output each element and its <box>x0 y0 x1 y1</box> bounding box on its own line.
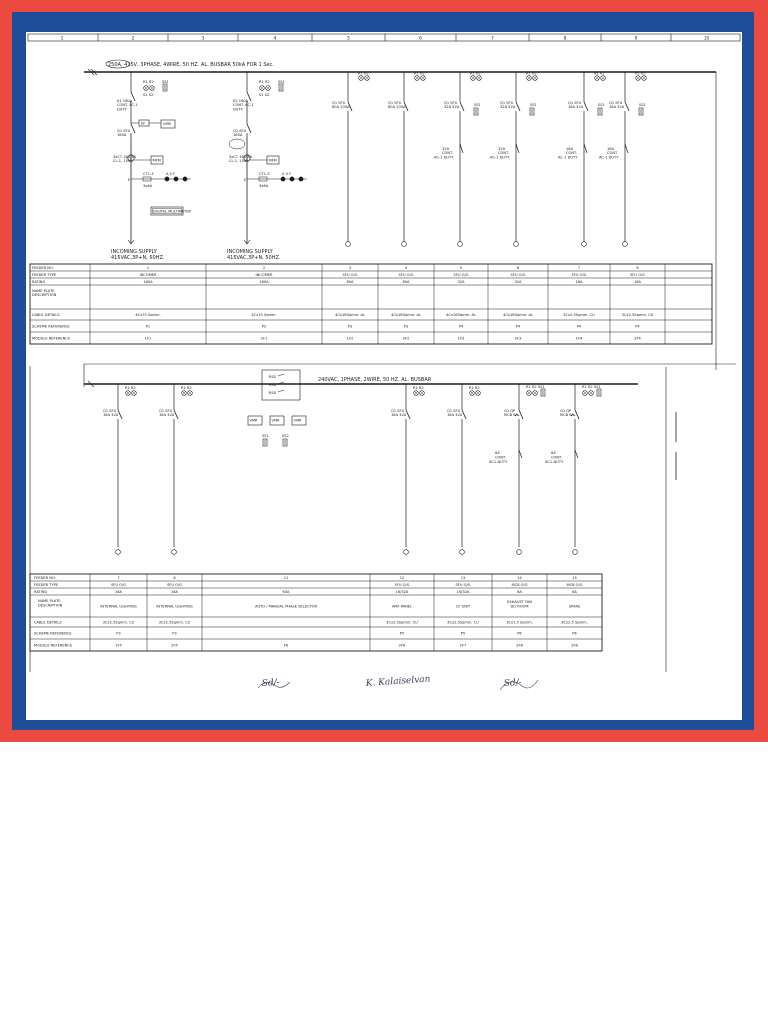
table2-cell: CF UNIT <box>455 604 471 609</box>
outgoing-terminal <box>573 550 578 555</box>
selector-switch-label: RSS <box>269 383 277 387</box>
table1-cell: 4Cx16Sqmm. AL <box>446 313 476 317</box>
contactor-label: CONT. AC-1 <box>233 103 254 108</box>
table2-cell: AUTO / MANUAL PHASE SELECTOR <box>255 604 317 609</box>
outgoing-terminal <box>172 550 177 555</box>
breaker-blade-icon <box>131 124 135 133</box>
table1-row-label: CABLE DETAILS <box>32 313 60 317</box>
table2-row-label: SCHEME REFERENCE <box>34 631 72 636</box>
selector-blade <box>278 390 284 392</box>
table1-cell: P4 <box>515 324 521 329</box>
table1-cell: INCOMER <box>255 273 273 277</box>
breaker-label: 160A <box>233 133 243 138</box>
contactor-label: 16A <box>607 147 615 151</box>
ct-label: CL-1, 15VA <box>113 159 133 164</box>
table2-cell: 7 <box>117 576 120 580</box>
table1-row-label: FEEDER NO. <box>32 266 54 270</box>
table2-cell: SFU O/G <box>167 583 182 587</box>
table1-cell: 3Cx2.5Sqmm. CU <box>621 313 654 317</box>
table1-cell: 6 <box>516 266 520 270</box>
table2-cell: 2F5 <box>171 643 178 648</box>
breaker-blade-icon <box>247 124 251 133</box>
contactor-blade <box>625 144 628 153</box>
contactor-label: 32A <box>498 147 506 151</box>
outgoing-terminal <box>404 550 409 555</box>
table2-cell: 12 <box>399 576 405 580</box>
table1-cell: SFU O/G <box>342 273 358 277</box>
table1-cell: 80A <box>402 280 410 284</box>
table2-cell: 6A <box>517 590 522 594</box>
contactor-label: 16A <box>566 147 574 151</box>
table2-cell: 16/32A <box>456 590 470 594</box>
contactor-label: CONT. <box>442 151 453 155</box>
contactor-label: 6A <box>495 451 500 455</box>
contactor-label: CONT. <box>607 151 618 155</box>
contactor-label: AC-1 DUTY <box>558 155 578 160</box>
table2-cell: P3 <box>116 631 121 636</box>
table1-cell: 2 <box>262 266 266 270</box>
table1-cell: 2F2 <box>402 336 410 341</box>
table1-cell: SFU O/G <box>571 273 587 277</box>
table1-cell: 1F2 <box>346 336 354 341</box>
ruler-number: 3 <box>201 35 205 41</box>
table2-cell: 3Cx2.5 Sqmm. <box>561 620 588 625</box>
table2-cell: 2F8 <box>571 643 578 648</box>
table2-cell: 2F8 <box>516 643 523 648</box>
contactor-label: 6A <box>551 451 556 455</box>
table1-cell: INCOMER <box>139 273 157 277</box>
breaker-label: Q1 SFU <box>500 101 514 105</box>
table2-cell: 63A <box>282 590 290 594</box>
single-line-diagram <box>26 32 742 720</box>
table2-cell: 6A <box>572 590 577 594</box>
meter-terminal <box>290 177 294 181</box>
lamp-label: R1 R2 <box>259 80 270 84</box>
meter-tag: DIGITAL MULTIMETER <box>153 209 192 214</box>
table2-cell: 8 <box>173 576 176 580</box>
table1-cell: 160A <box>143 280 153 284</box>
table1-cell: 4 <box>404 266 408 270</box>
table2-cell: SFU O/G <box>394 583 410 587</box>
contactor-blade <box>519 450 522 458</box>
table1-cell: SFU O/G <box>453 273 469 277</box>
ct-label: CL-1, 15VA <box>229 159 249 164</box>
table2-cell: 3Cx2.5Sqmm. CU <box>158 620 191 625</box>
vmr-label: VMR <box>163 122 172 127</box>
ef-label: EF <box>141 121 146 126</box>
table2-cell: 13 <box>460 576 466 580</box>
breaker-label: 32A 32A <box>500 105 516 110</box>
ct-label: 3xCT 160/5A <box>229 155 253 159</box>
lamp-label: R1 R2 <box>181 386 192 390</box>
outgoing-terminal <box>346 242 351 247</box>
vmr-label: VMR <box>249 418 258 423</box>
contactor-label: AC-1 DUTY <box>434 155 454 160</box>
breaker-label: 16A 32A <box>103 413 119 418</box>
supply-arrow <box>244 240 247 244</box>
meter-terminal <box>174 177 178 181</box>
selector-label: SS1 <box>598 103 605 107</box>
outgoing-terminal <box>402 242 407 247</box>
table1-row-label: NAME PLATE <box>32 289 55 293</box>
breaker-label: MCB 6A <box>560 413 574 418</box>
breaker-label: 16A 32A <box>568 105 584 110</box>
contactor-label: AC-1 DUTY <box>599 155 619 160</box>
table2-cell: P5 <box>399 631 405 636</box>
table2-cell: P5 <box>460 631 466 636</box>
table2-cell: INTERNAL LIGHTING <box>100 604 137 609</box>
contactor-label: CONT. <box>566 151 577 155</box>
ruler-number: 9 <box>634 35 638 41</box>
fuse-label: 3x6A <box>259 184 269 188</box>
lamp-label: R1 R2 SS1 <box>582 385 601 389</box>
selector-switch-label: RSS <box>269 391 277 395</box>
table1-cell: 16A <box>633 280 642 284</box>
breaker-blade-icon <box>174 410 178 419</box>
breaker-label: Q1 SFU <box>103 409 117 413</box>
table1-row-label: FEEDER TYPE <box>32 273 57 277</box>
breaker-label: Q1 DP <box>504 409 516 413</box>
breaker-blade-icon <box>406 410 410 419</box>
breaker-label: Q1 SFU <box>609 101 623 105</box>
table2-cell: P3 <box>172 631 177 636</box>
supply-arrow <box>131 240 134 244</box>
table2-cell: 16A <box>170 590 179 594</box>
lamp-label: R1 R2 <box>143 80 154 84</box>
ruler-number: 1 <box>60 35 64 41</box>
table1-cell: SFU O/G <box>398 273 414 277</box>
breaker-blade-icon <box>118 410 122 419</box>
table1-cell: 2F4 <box>634 336 641 341</box>
breaker-label: Q1 SFU <box>447 409 461 413</box>
signature: Sd/- <box>503 677 523 689</box>
table2-cell: P6 <box>517 631 522 636</box>
table1-cell: 7 <box>577 266 581 270</box>
breaker-blade-icon <box>462 410 466 419</box>
table2-row-label: NAME PLATE <box>38 599 61 603</box>
supply-label: 415VAC,3P+N, 50HZ. <box>227 255 281 261</box>
table1-cell: 1F1 <box>144 336 152 341</box>
supply-arrow <box>128 240 131 244</box>
lamp-label: S1 S2 <box>143 93 154 97</box>
contactor-label: CONT. AC-1 <box>117 103 138 108</box>
table2-cell: 2F7 <box>459 643 467 648</box>
meter-terminal <box>281 177 285 181</box>
table1-row-label: RATING <box>32 280 46 284</box>
table2-cell: P6 <box>572 631 577 636</box>
contactor-label: AC1-DUTY <box>489 460 508 464</box>
table1-cell: P4 <box>458 324 464 329</box>
table2-cell: AMF PANEL <box>391 604 413 609</box>
table1-cell: 4Cx16Sqmm. AL <box>391 313 421 317</box>
table2-cell: F6 <box>283 643 289 648</box>
table2-cell: SFU O/G <box>455 583 471 587</box>
ruler-number: 2 <box>131 35 135 41</box>
table1-cell: 160A <box>259 280 269 284</box>
table2-row-label: CABLE DETAILS <box>34 620 62 625</box>
drawing-sheet <box>26 32 742 720</box>
table2-cell: 1F5 <box>115 643 122 648</box>
breaker-label: Q1 DP <box>560 409 572 413</box>
table2-row-label: RATING <box>34 590 48 594</box>
contactor-label: AC-1 DUTY <box>490 155 510 160</box>
contactor-label: CONT. <box>498 151 509 155</box>
signature: K. Kalaiselvan <box>365 674 431 689</box>
lamp-label: R1 R2 SS1 <box>526 385 545 389</box>
fuse-label: CT1-3 <box>143 172 154 176</box>
selector-switch-label: RSS <box>269 375 277 379</box>
table1-cell: 4Cx70 Sqmm. <box>251 313 277 317</box>
meter-terminal <box>183 177 187 181</box>
breaker-label: 80A 100A <box>332 105 350 110</box>
table1-cell: 1F3 <box>457 336 465 341</box>
meter-label: A V F <box>166 172 176 176</box>
ruler-strip <box>28 34 740 41</box>
table1-cell: P3 <box>347 324 353 329</box>
breaker-label: Q1 SFU <box>391 409 405 413</box>
table1-cell: 32A <box>514 280 522 284</box>
table1-row-label: SCHEME REFERENCE <box>32 324 70 329</box>
table2-cell: 3Cx2.5Sqmm. CU <box>447 620 479 625</box>
table2-cell: 3Cx1.5 Sqmm. <box>506 620 533 625</box>
table1-cell: P3 <box>403 324 409 329</box>
table1-cell: P1 <box>145 324 151 329</box>
fuse-label: 3x6A <box>143 184 153 188</box>
busbar-label: 250A, 415V, 3PHASE, 4WIRE, 50 HZ. AL. BUSBAR 50kA FOR 1 Sec. <box>108 62 274 68</box>
table2-cell: EXHAUST FAN <box>506 600 533 604</box>
breaker-blade-icon <box>584 102 588 111</box>
ct-label: 3xCT 160/5A <box>113 155 137 159</box>
lamp-label: R1 R2 <box>125 386 136 390</box>
earth-label: E <box>244 178 247 182</box>
breaker-label: Q1 SFU <box>332 101 346 105</box>
table1-cell: P4 <box>576 324 582 329</box>
table1-cell: 4Cx70 Sqmm. <box>135 313 161 317</box>
breaker-blade-icon <box>460 102 464 111</box>
table2-cell: DG ROOM <box>510 604 529 609</box>
breaker-label: 32A 32A <box>444 105 460 110</box>
breaker-label: Q1 SFU <box>159 409 173 413</box>
breaker-label: MCB 6A <box>504 413 518 418</box>
lamp-label: R1 R2 <box>470 71 481 76</box>
meter-terminal <box>299 177 303 181</box>
table2-cell: SFU O/G <box>111 583 126 587</box>
lamp-label: R1 R2 <box>414 71 425 76</box>
breaker-label: 16A 32A <box>391 413 407 418</box>
signature: Sd/- <box>261 677 281 689</box>
meter-label: A V F <box>282 172 292 176</box>
table2-cell: 3Cx2.5Sqmm. CU <box>102 620 135 625</box>
table1-cell: 2F1 <box>260 336 268 341</box>
selector-blade <box>278 374 284 376</box>
table2-cell: 11 <box>283 576 289 580</box>
table1-cell: 16A <box>575 280 583 284</box>
breaker-blade-icon <box>516 102 520 111</box>
breaker-label: Q1 SFU <box>568 101 582 105</box>
table1-cell: 2F3 <box>514 336 522 341</box>
contactor-label: DUTY <box>233 107 243 112</box>
outgoing-terminal <box>460 550 465 555</box>
table1-cell: 8 <box>636 266 639 270</box>
earth-label: E <box>128 178 131 182</box>
outgoing-terminal <box>514 242 519 247</box>
lamp-label: R1 R2 <box>635 71 646 76</box>
meter-terminal <box>165 177 169 181</box>
breaker-label: 16A 32A <box>609 105 625 110</box>
table2-cell: 3Cx2.5Sqmm. CU <box>386 620 418 625</box>
breaker-label: 16A 32A <box>447 413 463 418</box>
mfm-label: MFM <box>152 158 161 163</box>
table2-cell: 2F6 <box>398 643 406 648</box>
lamp-label: R1 R2 <box>469 386 480 390</box>
breaker-label: Q2 SFU <box>233 129 247 133</box>
table2-cell: SPARE <box>568 604 581 609</box>
breaker-label: 160A <box>117 133 127 138</box>
table1-cell: 1 <box>146 266 150 270</box>
breaker-label: Q1 SFU <box>388 101 402 105</box>
ruler-number: 4 <box>273 35 277 41</box>
breaker-blade-icon <box>519 410 523 419</box>
busbar2-label: 240VAC, 1PHASE, 2WIRE, 50 HZ. AL. BUSBAR <box>318 377 432 383</box>
ruler-number: 7 <box>491 35 494 41</box>
lamp-label: S1 S2 <box>259 93 270 97</box>
lamp-label: R1 R2 <box>413 386 424 390</box>
contactor-label: CONT. <box>551 455 562 460</box>
ruler-number: 8 <box>563 35 567 41</box>
table2-row-label: FEEDER TYPE <box>34 583 59 587</box>
table1-cell: 4Cx16Sqmm. AL <box>503 313 533 317</box>
contactor-blade <box>460 144 463 153</box>
vmr-label: VMR <box>293 418 302 423</box>
lamp-label: R1 R2 <box>526 71 537 76</box>
selector-label: SS2 <box>282 434 289 438</box>
table1-cell: SFU O/G <box>630 273 645 277</box>
table1-cell: P4 <box>635 324 640 329</box>
breaker-blade-icon <box>575 410 579 419</box>
supply-label: INCOMING SUPPLY <box>111 249 157 255</box>
lamp-label: R1 R2 <box>594 71 605 76</box>
table2-row-label: MODULE REFERENCE <box>34 643 73 648</box>
selector-label: SS1 <box>474 103 481 107</box>
table2-cell: 16/32A <box>395 590 409 594</box>
selector-label: SS1 <box>162 80 169 84</box>
supply-label: INCOMING SUPPLY <box>227 249 273 255</box>
breaker-blade-icon <box>625 102 629 111</box>
mfm-label: MFM <box>268 158 277 163</box>
table1-row-label: MODULE REFERENCE <box>32 336 71 341</box>
table2-cell: 16A <box>114 590 123 594</box>
vmr-label: VMR <box>271 418 280 423</box>
contactor-label: K2 160A <box>233 99 249 103</box>
outgoing-terminal <box>623 242 628 247</box>
selector-label: SS1 <box>278 80 285 84</box>
selector-label: SS1 <box>639 103 646 107</box>
breaker-label: 80A 100A <box>388 105 406 110</box>
table2-cell: 14 <box>517 576 522 580</box>
table1-cell: 4Cx16Sqmm. AL <box>335 313 365 317</box>
table2-cell: MCB O/G <box>566 583 583 587</box>
contactor-blade <box>575 450 578 458</box>
outgoing-terminal <box>116 550 121 555</box>
table2-cell: 15 <box>572 576 577 580</box>
table1-cell: SFU O/G <box>510 273 526 277</box>
supply-arrow <box>247 240 250 244</box>
selector-label: SS1 <box>530 103 537 107</box>
contactor-label: DUTY <box>117 107 127 112</box>
phase-selector-box <box>262 370 300 400</box>
table1-cell: 80A <box>346 280 354 284</box>
outgoing-terminal <box>517 550 522 555</box>
supply-label: 415VAC,3P+N, 50HZ. <box>111 255 165 261</box>
contactor-blade <box>516 144 519 153</box>
contactor-label: K1 160A <box>117 99 133 103</box>
outgoing-terminal <box>582 242 587 247</box>
selector-label: SS1 <box>262 434 269 438</box>
table2-cell: INTERNAL LIGHTING <box>156 604 193 609</box>
contactor-label: 32A <box>442 147 450 151</box>
breaker-label: 16A 32A <box>159 413 175 418</box>
lamp-label: R1 R2 <box>358 71 369 76</box>
table2-row-label: FEEDER NO. <box>34 576 56 580</box>
outgoing-terminal <box>458 242 463 247</box>
table1-cell: 5 <box>459 266 463 270</box>
table1-row-label: DESCRIPTION <box>32 293 57 297</box>
ruler-number: 5 <box>347 35 350 41</box>
fuse-label: CT1-3 <box>259 172 270 176</box>
table1-cell: P2 <box>261 324 267 329</box>
table2-row-label: DESCRIPTION <box>38 603 63 608</box>
table1-cell: 1F4 <box>575 336 583 341</box>
contactor-label: CONT. <box>495 455 506 460</box>
contactor-label: AC1-DUTY <box>545 460 564 464</box>
ruler-number: 6 <box>419 35 422 41</box>
breaker-label: Q1 SFU <box>117 129 131 133</box>
ruler-number: 10 <box>703 35 710 41</box>
table2-cell: MCB O/G <box>511 583 528 587</box>
contactor-blade <box>584 144 587 153</box>
breaker-label: Q1 SFU <box>444 101 458 105</box>
table1-cell: 3 <box>348 266 352 270</box>
revision-cloud <box>229 139 245 149</box>
table1-cell: 32A <box>457 280 465 284</box>
table1-cell: 3Cx2.5Sqmm. CU <box>563 313 595 317</box>
